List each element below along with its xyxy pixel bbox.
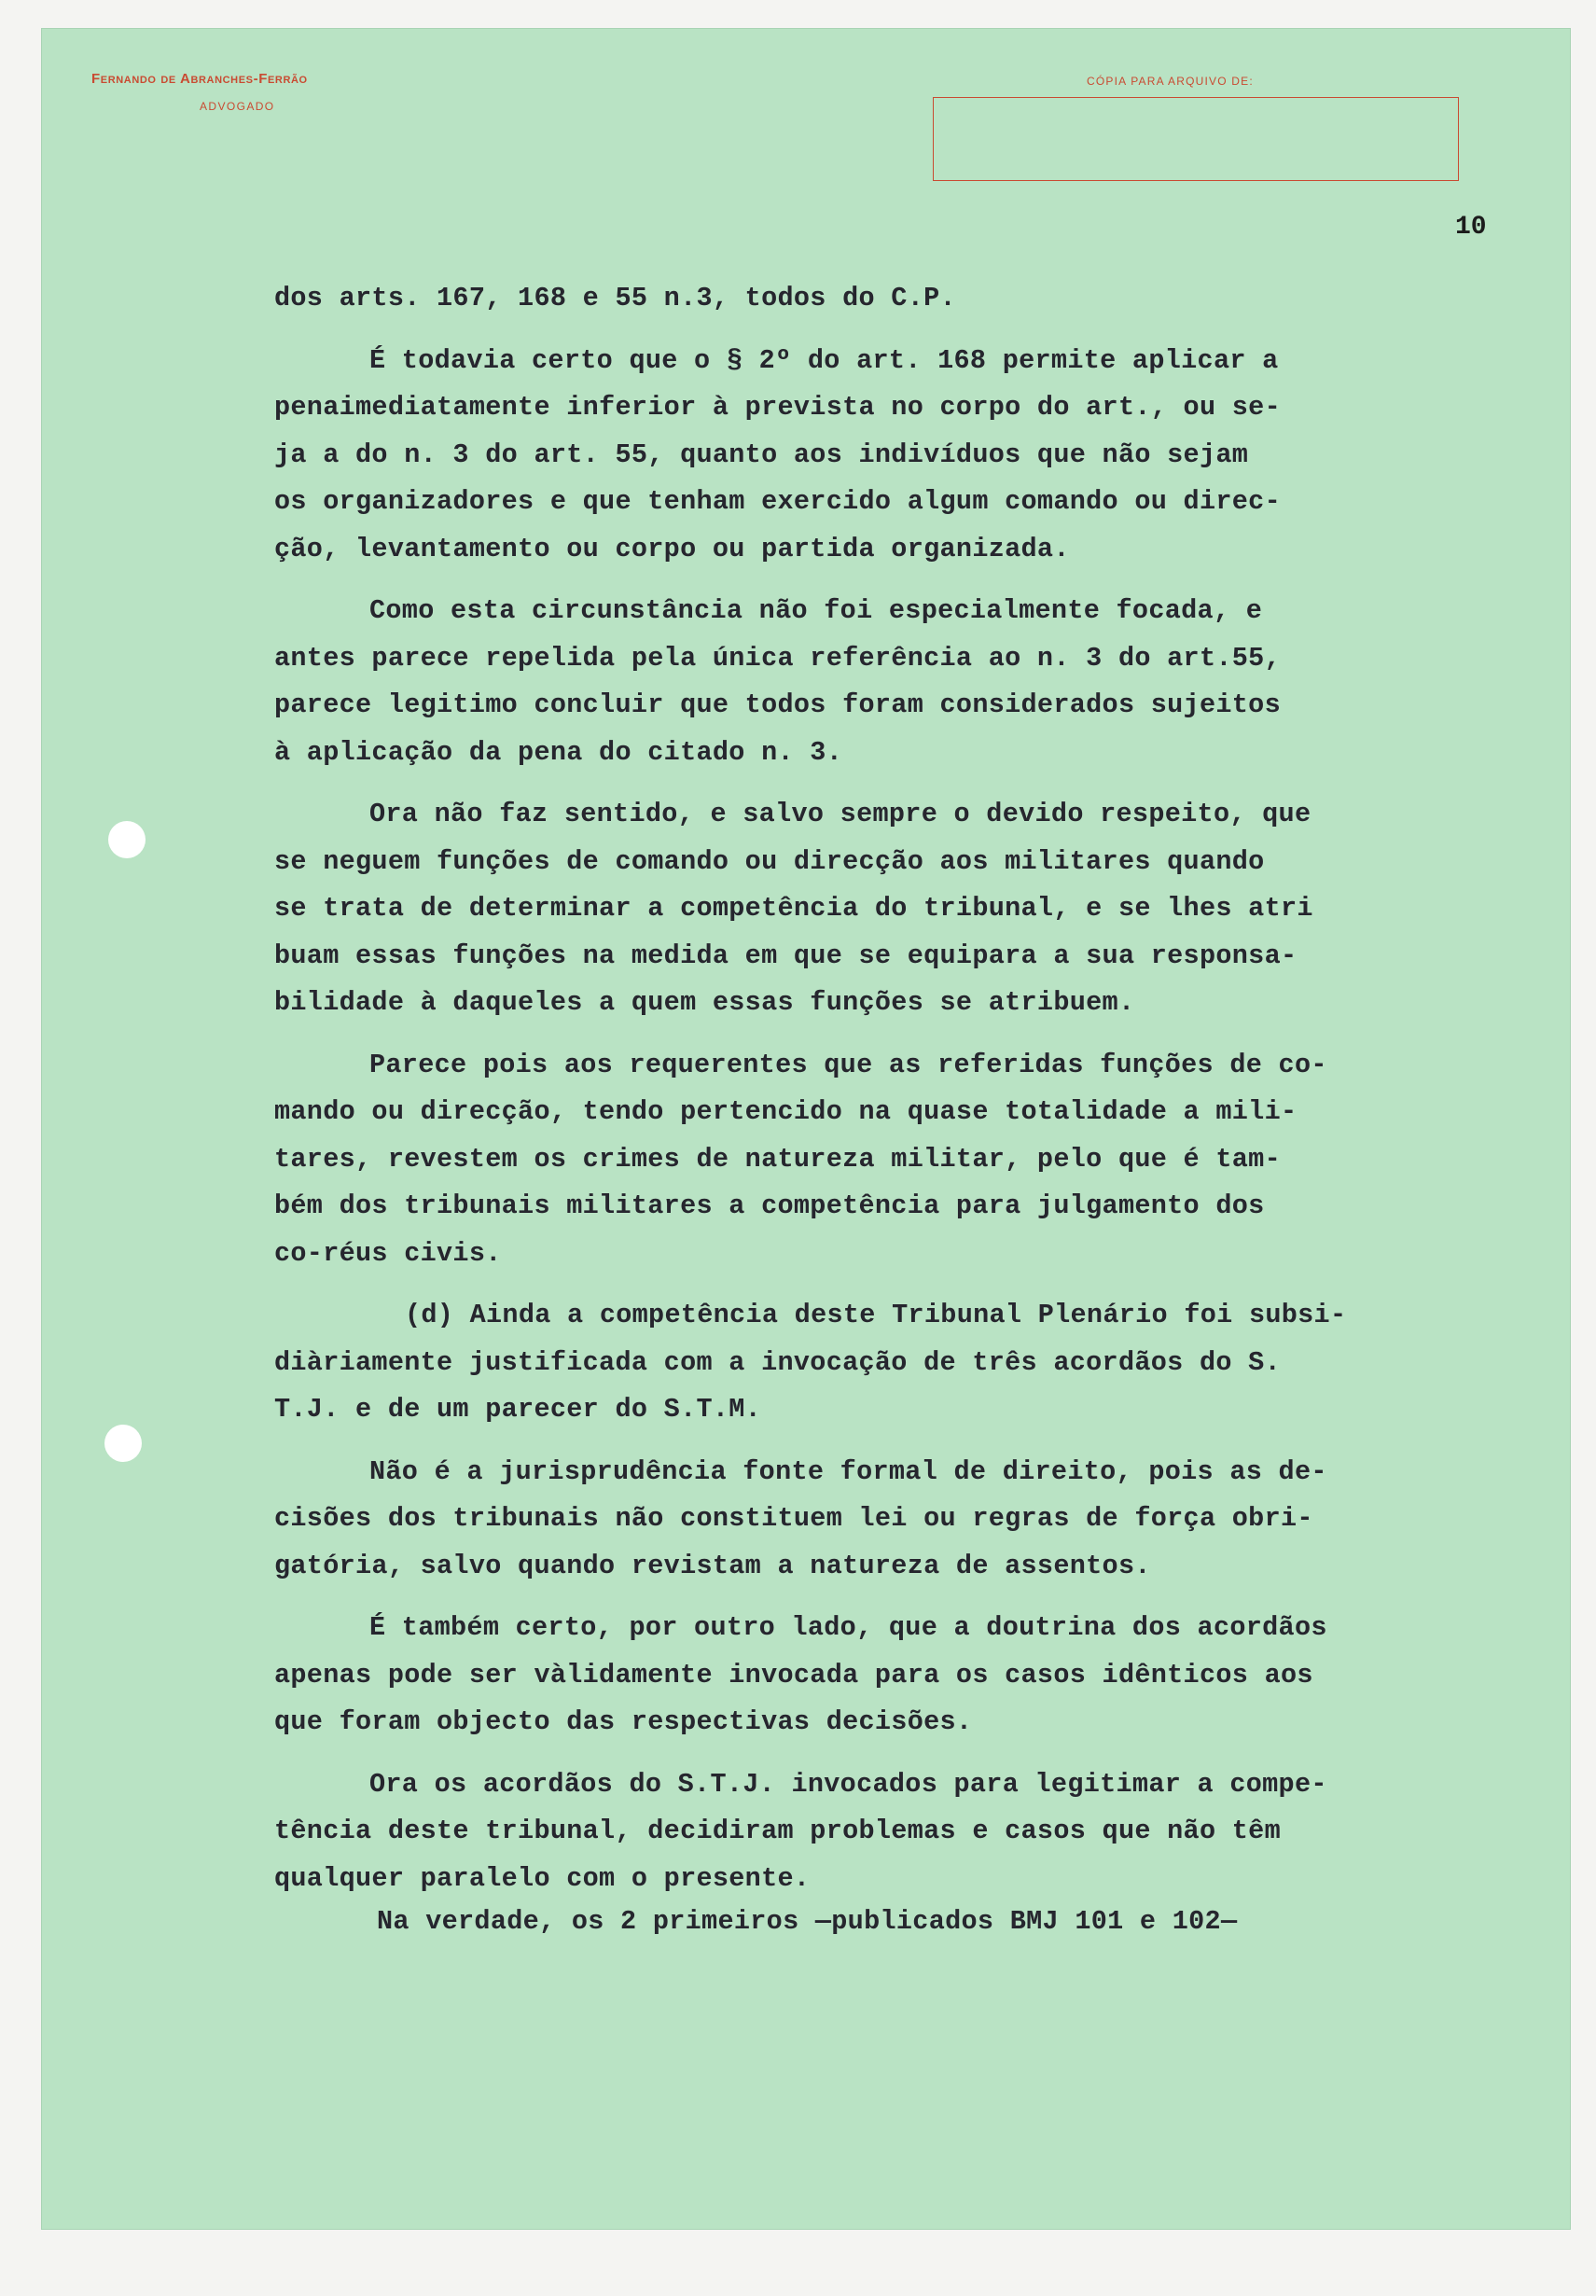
text-line: diàriamente justificada com a invocação de três acordãos do S.: [274, 1346, 1281, 1378]
text-line: cisões dos tribunais não constituem lei ou regras de força obri-: [274, 1503, 1313, 1534]
text-line: ja a do n. 3 do art. 55, quanto aos indivíduos que não sejam: [274, 438, 1249, 470]
text-line: se trata de determinar a competência do tribunal, e se lhes atri: [274, 893, 1313, 924]
text-line: Não é a jurisprudência fonte formal de direito, pois as de-: [369, 1455, 1327, 1487]
text-line: tência deste tribunal, decidiram problemas e casos que não têm: [274, 1816, 1281, 1846]
paragraph-7: [274, 1449, 1524, 1591]
document-body: [274, 275, 1524, 1961]
text-line: bilidade à daqueles a quem essas funções se atribuem.: [274, 987, 1135, 1018]
copy-archive-box: [933, 97, 1459, 181]
text-line: gatória, salvo quando revistam a natureza de assentos.: [274, 1550, 1151, 1581]
text-line: Na verdade, os 2 primeiros —publicados BMJ 101 e 102—: [377, 1906, 1238, 1937]
text-line: tares, revestem os crimes de natureza militar, pelo que é tam-: [274, 1143, 1281, 1175]
paragraph-1: [274, 275, 1524, 323]
paragraph-2: [274, 338, 1524, 574]
text-line: buam essas funções na medida em que se equipara a sua responsa-: [274, 939, 1298, 971]
text-line: penaimediatamente inferior à prevista no corpo do art., ou se-: [274, 392, 1281, 423]
paragraph-9: [274, 1761, 1524, 1903]
punch-hole-lower: [104, 1425, 142, 1462]
text-line: antes parece repelida pela única referência ao n. 3 do art.55,: [274, 642, 1281, 674]
text-line: dos arts. 167, 168 e 55 n.3, todos do C.P.: [274, 283, 956, 313]
text-line: qualquer paralelo com o presente.: [274, 1862, 811, 1894]
text-line: Ora os acordãos do S.T.J. invocados para legitimar a compe-: [369, 1768, 1327, 1800]
text-line: Como esta circunstância não foi especialmente focada, e: [369, 595, 1263, 626]
paragraph-10: [274, 1899, 1524, 1946]
paragraph-4: [274, 791, 1524, 1027]
text-line: bém dos tribunais militares a competência para julgamento dos: [274, 1190, 1265, 1221]
punch-hole-upper: [108, 821, 146, 858]
text-line: É todavia certo que o § 2º do art. 168 permite aplicar a: [369, 344, 1279, 376]
paragraph-6: [274, 1292, 1524, 1434]
text-line: É também certo, por outro lado, que a doutrina dos acordãos: [369, 1612, 1327, 1643]
text-line: mando ou direcção, tendo pertencido na quase totalidade a mili-: [274, 1096, 1298, 1127]
text-line: à aplicação da pena do citado n. 3.: [274, 736, 843, 768]
letterhead-role: ADVOGADO: [200, 100, 275, 113]
text-line: (d) Ainda a competência deste Tribunal Plenário foi subsi-: [405, 1300, 1347, 1330]
text-line: Ora não faz sentido, e salvo sempre o devido respeito, que: [369, 799, 1311, 829]
text-line: ção, levantamento ou corpo ou partida organizada.: [274, 533, 1070, 564]
text-line: T.J. e de um parecer do S.T.M.: [274, 1394, 762, 1425]
letterhead-name: Fernando de Abranches-Ferrão: [91, 71, 308, 87]
text-line: se neguem funções de comando ou direcção aos militares quando: [274, 845, 1265, 877]
text-line: Parece pois aos requerentes que as referidas funções de co-: [369, 1049, 1327, 1080]
page-number: 10: [1455, 213, 1487, 242]
paragraph-3: [274, 588, 1524, 776]
text-line: co-réus civis.: [274, 1237, 502, 1269]
text-line: apenas pode ser vàlidamente invocada para os casos idênticos aos: [274, 1659, 1313, 1691]
paragraph-8: [274, 1605, 1524, 1746]
text-line: que foram objecto das respectivas decisões.: [274, 1706, 973, 1737]
paragraph-5: [274, 1042, 1524, 1278]
copy-archive-label: CÓPIA PARA ARQUIVO DE:: [1087, 75, 1254, 88]
text-line: parece legitimo concluir que todos foram considerados sujeitos: [274, 689, 1281, 720]
text-line: os organizadores e que tenham exercido algum comando ou direc-: [274, 486, 1281, 517]
